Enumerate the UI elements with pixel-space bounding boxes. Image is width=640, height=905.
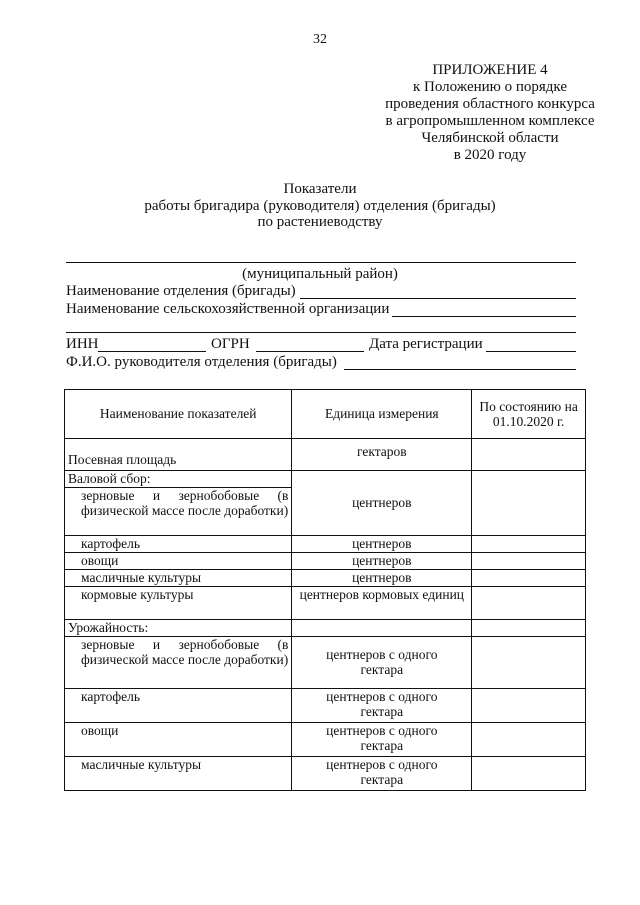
row-name: картофель [65, 688, 292, 722]
row-value-cell[interactable] [472, 586, 586, 619]
row-name: масличные культуры [65, 569, 292, 586]
head-name-label: Ф.И.О. руководителя отделения (бригады) [66, 354, 337, 370]
header-name: Наименование показателей [65, 390, 292, 439]
row-value-cell[interactable] [472, 688, 586, 722]
table-row [65, 688, 586, 722]
title-line: Показатели [283, 181, 357, 197]
row-unit: центнеров [292, 552, 472, 569]
table-row [65, 535, 586, 552]
table-row [65, 722, 586, 756]
appendix-line: в 2020 году [453, 147, 527, 163]
row-name: овощи [65, 722, 292, 756]
row-value-cell[interactable] [472, 756, 586, 790]
table-row [65, 471, 586, 488]
row-unit: центнеров с одного гектара [292, 722, 472, 756]
row-value-cell[interactable] [472, 569, 586, 586]
row-unit: центнеров с одного гектара [292, 636, 472, 688]
appendix-line: в агропромышленном комплексе [385, 113, 595, 129]
title-line: работы бригадира (руководителя) отделения (бригады) [144, 197, 496, 214]
section-name: Урожайность: [65, 619, 292, 636]
row-unit: центнеров кормовых единиц [292, 586, 472, 619]
division-name-line [300, 298, 576, 299]
head-name-line [344, 369, 576, 370]
org-name-line [392, 316, 576, 317]
appendix-block [360, 62, 620, 164]
ogrn-label: ОГРН [211, 336, 250, 352]
row-unit: центнеров с одного гектара [292, 688, 472, 722]
org-name-label: Наименование сельскохозяйственной организации [66, 301, 390, 317]
ogrn-line [256, 351, 364, 352]
row-unit [292, 619, 472, 636]
row-name: зерновые и зернобобовые (в физической массе после доработки) [65, 487, 292, 535]
header-unit: Единица измерения [292, 390, 472, 439]
appendix-line: Челябинской области [421, 130, 559, 146]
reg-date-label: Дата регистрации [369, 336, 483, 352]
appendix-line: к Положению о порядке [413, 79, 567, 95]
row-unit: центнеров с одного гектара [292, 756, 472, 790]
row-value-cell[interactable] [472, 471, 586, 536]
title-line: по растениеводству [257, 214, 383, 230]
document-title [0, 181, 640, 231]
row-unit: центнеров [292, 471, 472, 536]
page-number: 32 [313, 32, 327, 47]
row-value-cell[interactable] [472, 535, 586, 552]
appendix-line: проведения областного конкурса [385, 96, 595, 112]
row-name: кормовые культуры [65, 586, 292, 619]
table-row [65, 569, 586, 586]
org-name-line-2 [66, 332, 576, 333]
table-row [65, 619, 586, 636]
row-unit: центнеров [292, 569, 472, 586]
row-name: Посевная площадь [65, 439, 292, 471]
appendix-line: ПРИЛОЖЕНИЕ 4 [432, 62, 548, 78]
district-line [66, 262, 576, 263]
row-name: овощи [65, 552, 292, 569]
row-value-cell[interactable] [472, 439, 586, 471]
inn-line [98, 351, 206, 352]
reg-date-line [486, 351, 576, 352]
table-row [65, 636, 586, 688]
table-header-row [65, 390, 586, 439]
table-row [65, 756, 586, 790]
indicators-table [64, 389, 586, 791]
table-row [65, 586, 586, 619]
row-unit: гектаров [292, 439, 472, 471]
inn-label: ИНН [66, 336, 99, 352]
row-value-cell[interactable] [472, 636, 586, 688]
row-unit: центнеров [292, 535, 472, 552]
district-caption: (муниципальный район) [242, 266, 398, 282]
row-name: масличные культуры [65, 756, 292, 790]
table-row [65, 439, 586, 471]
section-name: Валовой сбор: [65, 471, 292, 488]
division-name-label: Наименование отделения (бригады) [66, 283, 296, 299]
row-value-cell[interactable] [472, 722, 586, 756]
row-value-cell[interactable] [472, 552, 586, 569]
row-value-cell[interactable] [472, 619, 586, 636]
row-name: картофель [65, 535, 292, 552]
table-row [65, 552, 586, 569]
row-name: зерновые и зернобобовые (в физической массе после доработки) [65, 636, 292, 688]
header-status: По состоянию на 01.10.2020 г. [472, 390, 586, 439]
